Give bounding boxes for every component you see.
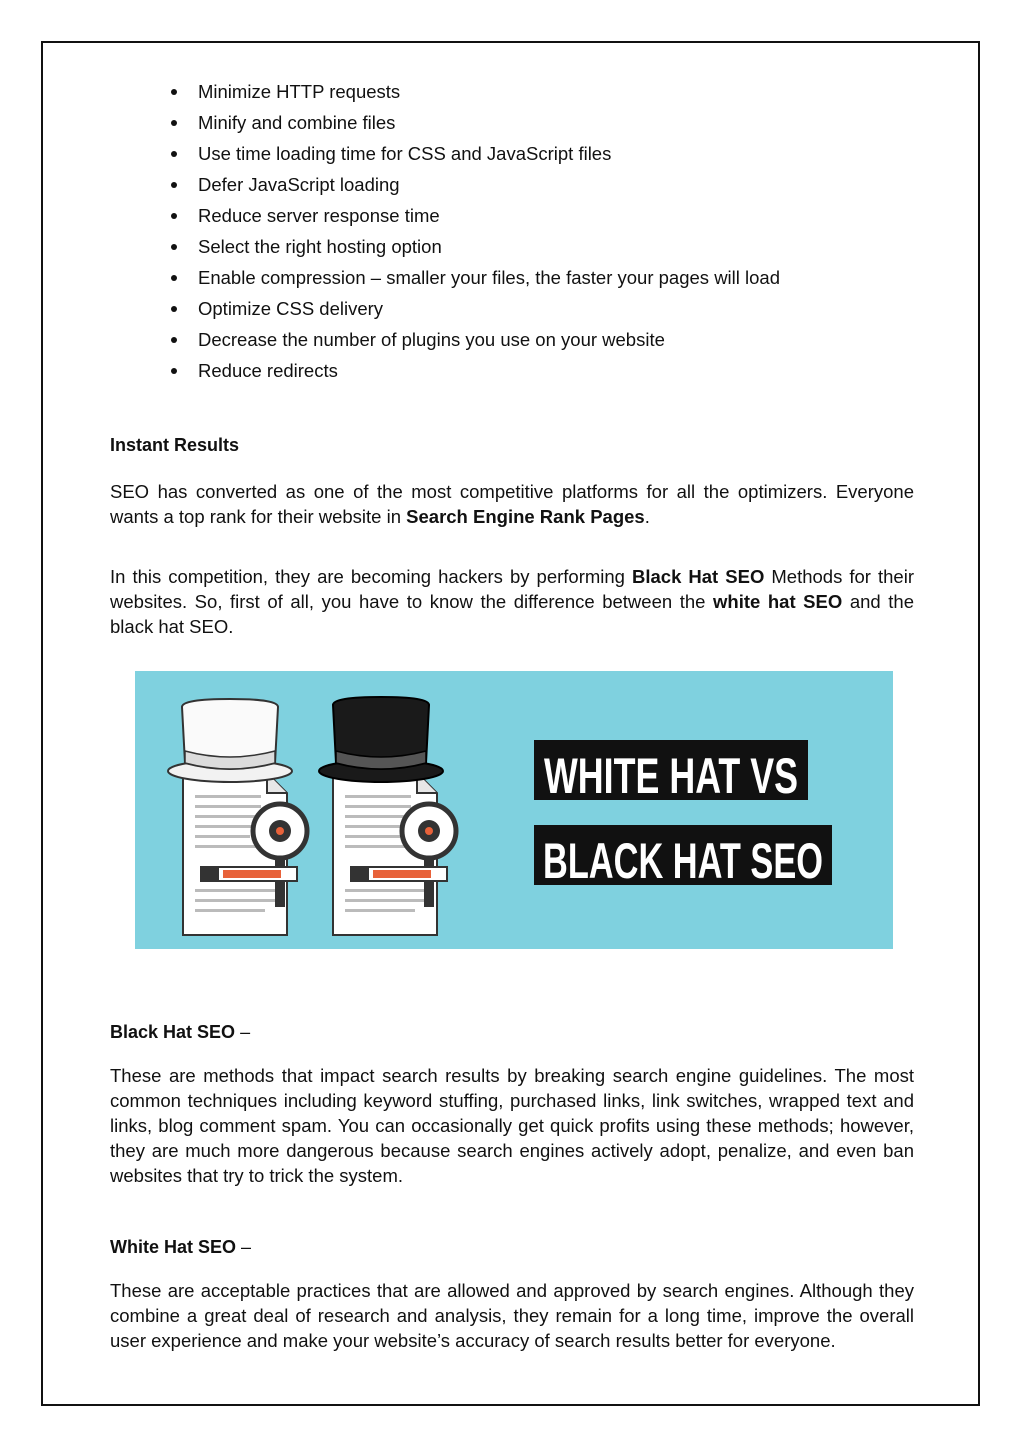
banner-title-line-1: WHITE HAT VS <box>544 748 798 804</box>
heading-dash: – <box>235 1022 251 1042</box>
paragraph-text: . <box>644 506 650 527</box>
heading-text: White Hat SEO <box>110 1237 237 1257</box>
white-hat-icon <box>168 699 292 782</box>
instant-results-paragraph-1 <box>110 479 914 529</box>
heading-text: Black Hat SEO <box>110 1022 236 1042</box>
list-item: Defer JavaScript loading <box>160 171 780 202</box>
list-item: Reduce redirects <box>160 357 780 388</box>
heading-dash: – <box>236 1237 252 1257</box>
list-item: Minify and combine files <box>160 109 780 140</box>
white-hat-seo-paragraph: These are acceptable practices that are allowed and approved by search engines. Although they combine a great deal of research and analysis, they remain for a long time, improve the overall user experience and make your website’s accuracy of search results better for everyone. <box>110 1280 914 1351</box>
instant-results-paragraph-2 <box>110 564 914 639</box>
paragraph-text: and the black hat SEO. <box>110 591 914 637</box>
white-hat-seo-heading <box>110 1235 251 1259</box>
list-item: Optimize CSS delivery <box>160 295 780 326</box>
list-item: Minimize HTTP requests <box>160 78 780 109</box>
instant-results-heading: Instant Results <box>110 435 240 455</box>
paragraph-text: Methods for their websites. So, first of all, you have to know the difference between the <box>110 566 914 612</box>
list-item: Reduce server response time <box>160 202 780 233</box>
white-hat-vs-black-hat-banner <box>135 671 893 949</box>
black-hat-seo-paragraph: These are methods that impact search results by breaking search engine guidelines. The most common techniques including keyword stuffing, purchased links, link switches, wrapped text and links, blog comment spam. You can occasionally get quick profits using these methods; however, they are much more dangerous because search engines actively adopt, penalize, and even ban websites that try to trick the system. <box>110 1065 914 1186</box>
list-item: Use time loading time for CSS and JavaScript files <box>160 140 780 171</box>
black-hat-icon <box>319 697 443 782</box>
list-item: Enable compression – smaller your files, the faster your pages will load <box>160 264 780 295</box>
search-engine-rank-pages-bold: Search Engine Rank Pages <box>406 506 645 527</box>
paragraph-text: In this competition, they are becoming hackers by performing <box>110 566 632 587</box>
banner-title-line-2: BLACK HAT SEO <box>543 833 823 889</box>
speed-tips-list <box>160 78 780 388</box>
paragraph-text: SEO has converted as one of the most competitive platforms for all the optimizers. Everyone wants a top rank for their website in <box>110 481 914 527</box>
black-hat-seo-heading <box>110 1020 250 1044</box>
list-item: Decrease the number of plugins you use on your website <box>160 326 780 357</box>
list-item: Select the right hosting option <box>160 233 780 264</box>
black-hat-seo-bold: Black Hat SEO <box>632 566 765 587</box>
white-hat-seo-bold: white hat SEO <box>713 591 843 612</box>
